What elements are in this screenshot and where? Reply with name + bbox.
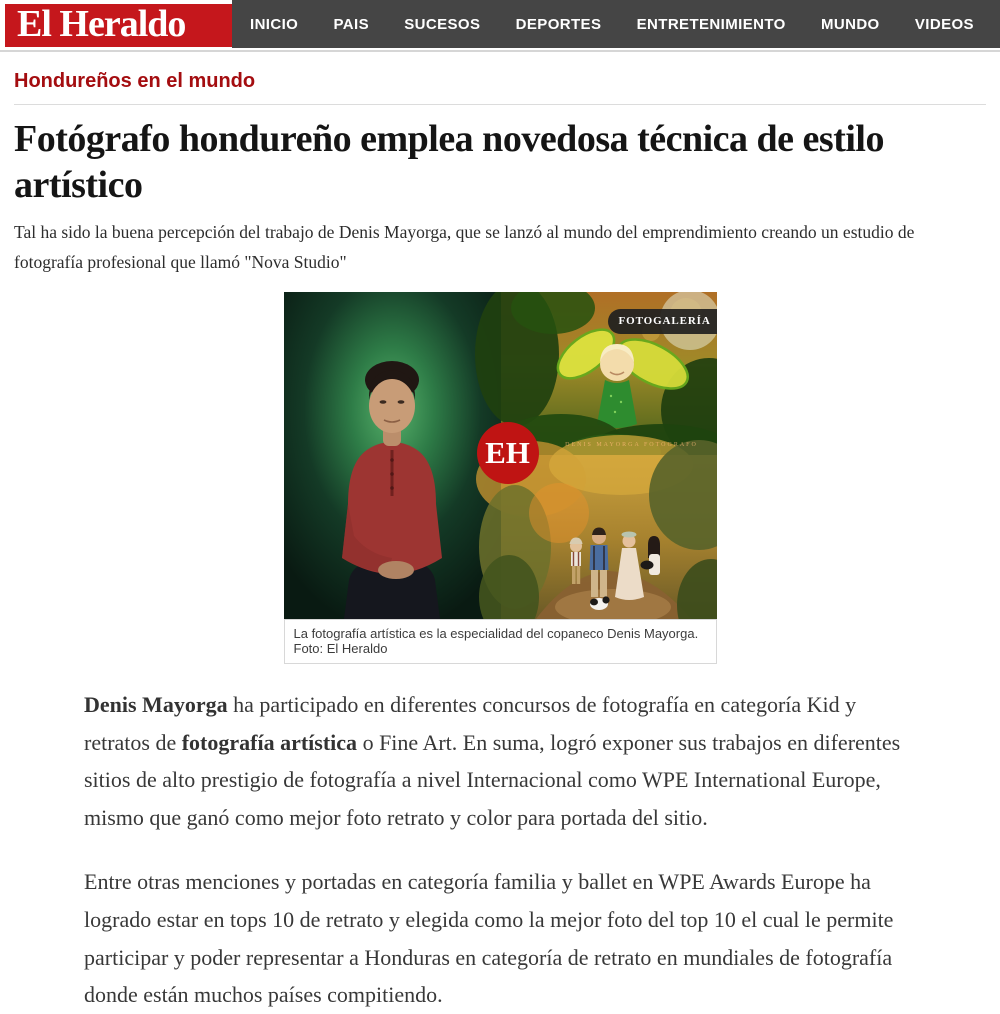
category-link[interactable]: Hondureños en el mundo [14, 70, 256, 92]
main-nav [232, 0, 1000, 48]
article-paragraph-2: Entre otras menciones y portadas en categoría familia y ballet en WPE Awards Europe ha logrado estar en tops 10 de retrato y elegida como la mejor foto del top 10 el cual le permite participar y poder representar a Honduras en categoría de retrato en mundiales de fotografía donde están muchos países compitiendo. [84, 869, 894, 1008]
article-figure [284, 292, 717, 664]
photo-caption: La fotografía artística es la especialidad del copaneco Denis Mayorga. Foto: El Heraldo [284, 619, 717, 664]
nav-item-sucesos[interactable]: SUCESOS [404, 15, 481, 33]
bold-fotografia-artistica: fotografía artística [181, 729, 358, 755]
article-body [84, 686, 906, 1014]
nav-item-entretenimiento[interactable]: ENTRETENIMIENTO [636, 15, 786, 33]
article-lede: Tal ha sido la buena percepción del trabajo de Denis Mayorga, que se lanzó al mundo del emprendimiento creando un estudio de fotografía profesional que llamó "Nova Studio" [14, 222, 915, 272]
fotogaleria-label: FOTOGALERÍA [618, 315, 711, 328]
category-divider [14, 104, 986, 105]
article-paragraph-1 [84, 686, 906, 837]
bold-denis-mayorga: Denis Mayorga [84, 691, 228, 717]
article-photo[interactable] [284, 292, 717, 619]
nav-item-deportes[interactable]: DEPORTES [515, 15, 602, 33]
eh-monogram-badge: EH [477, 422, 539, 484]
article-page [0, 52, 1000, 1014]
nav-item-videos[interactable]: VIDEOS [914, 15, 974, 33]
paragraph-text: o Fine Art. En suma, logró exponer sus trabajos en diferentes sitios de alto prestigio de fotografía a nivel Internacional como WPE International Europe, mismo que ganó como mejor foto retrato y color para portada del sitio. [84, 729, 901, 831]
paragraph-text: ha participado en diferentes concursos de fotografía en categoría Kid y retratos de [84, 691, 857, 755]
nav-item-inicio[interactable]: INICIO [250, 15, 299, 33]
portrait-photo [284, 292, 501, 619]
nav-item-mundo[interactable]: MUNDO [820, 15, 880, 33]
site-header [0, 0, 1000, 50]
photo-watermark: DENIS MAYORGA FOTOGRAFO [565, 441, 698, 448]
nav-item-pais[interactable]: PAIS [333, 15, 369, 33]
fotogaleria-badge[interactable] [608, 309, 717, 334]
article-headline: Fotógrafo hondureño emplea novedosa técnica de estilo artístico [14, 118, 884, 206]
site-logo[interactable]: El Heraldo [5, 4, 232, 47]
